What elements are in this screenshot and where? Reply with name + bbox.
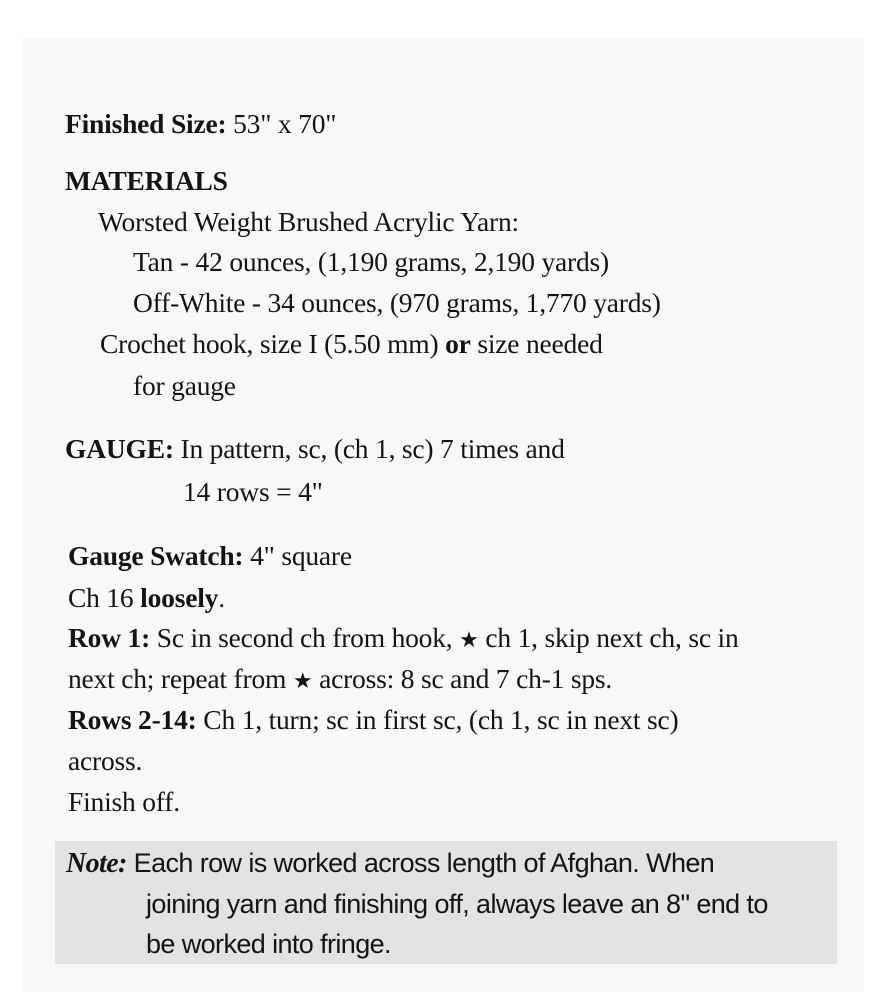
hook-or: or [445, 328, 471, 359]
row1-line2-text-b: across: 8 sc and 7 ch-1 sps. [312, 663, 613, 694]
row1-text-a: Sc in second ch from hook, [150, 622, 460, 653]
gauge-label: GAUGE: [65, 433, 174, 464]
swatch-value: 4" square [243, 540, 352, 571]
note-line-1 [66, 847, 714, 880]
tan-yarn-line: Tan - 42 ounces, (1,190 grams, 2,190 yards) [133, 246, 609, 277]
row1-line-2 [68, 663, 612, 698]
chain-text: Ch 16 [68, 582, 141, 613]
note-line-2: joining yarn and finishing off, always leave an 8" end to [146, 889, 768, 919]
finished-size-label: Finished Size: [65, 108, 227, 139]
star-icon: ★ [459, 628, 479, 653]
finished-size-line [65, 108, 336, 140]
rows-line [68, 704, 678, 736]
hook-text-b: size needed [470, 328, 603, 359]
row1-line [68, 622, 739, 657]
chain-period: . [218, 582, 225, 613]
offwhite-yarn-line: Off-White - 34 ounces, (970 grams, 1,770 yards) [133, 287, 661, 318]
finish-line: Finish off. [68, 786, 180, 817]
swatch-line [68, 540, 352, 572]
chain-loosely: loosely [140, 582, 219, 613]
rows-line-2: across. [68, 745, 143, 776]
row1-text-b: ch 1, skip next ch, sc in [478, 622, 739, 653]
gauge-line [65, 433, 565, 465]
gauge-line-2: 14 rows = 4" [183, 476, 323, 507]
rows-text: Ch 1, turn; sc in first sc, (ch 1, sc in next sc) [196, 704, 679, 735]
row1-line2-text-a: next ch; repeat from [68, 663, 293, 694]
note-text-1: Each row is worked across length of Afghan. When [126, 848, 715, 878]
gauge-line1: In pattern, sc, (ch 1, sc) 7 times and [173, 433, 565, 464]
row1-label: Row 1: [68, 622, 151, 653]
hook-text-a: Crochet hook, size I (5.50 mm) [100, 328, 446, 359]
yarn-line: Worsted Weight Brushed Acrylic Yarn: [98, 206, 519, 237]
swatch-label: Gauge Swatch: [68, 540, 244, 571]
hook-line-2: for gauge [133, 370, 236, 401]
hook-line [100, 328, 603, 360]
finished-size-value: 53" x 70" [226, 108, 337, 139]
materials-heading: MATERIALS [65, 165, 228, 196]
rows-label: Rows 2-14: [68, 704, 197, 735]
chain-line [68, 582, 225, 614]
star-icon: ★ [292, 669, 313, 694]
note-label: Note: [66, 848, 127, 879]
note-line-3: be worked into fringe. [146, 929, 391, 959]
